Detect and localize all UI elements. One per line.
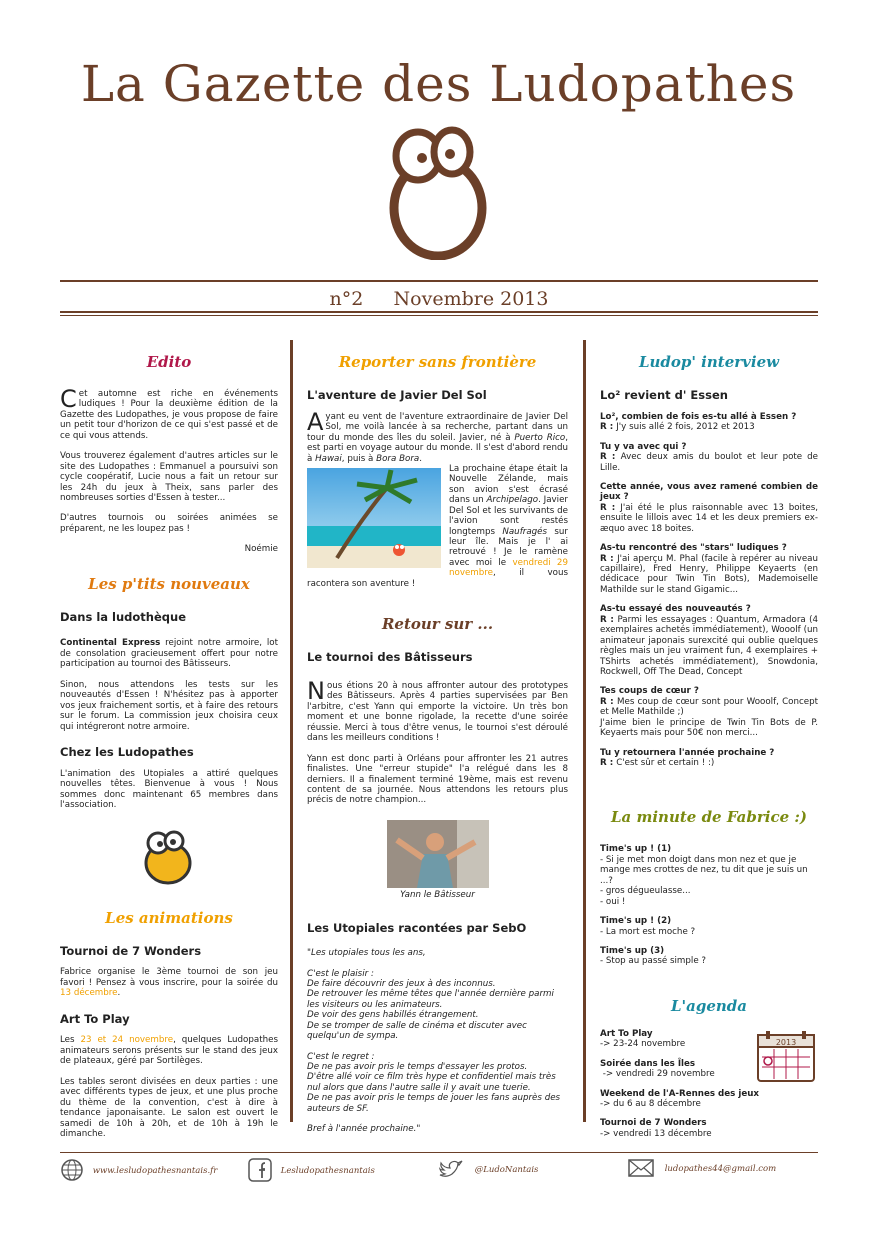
facebook-link[interactable]: Lesludopathesnantais: [280, 1165, 375, 1176]
left-column: [60, 353, 278, 1149]
facebook-icon: [248, 1158, 272, 1182]
footer-twitter[interactable]: [438, 1158, 538, 1180]
agenda-item-date: -> vendredi 29 novembre: [600, 1069, 715, 1080]
agenda-item-date: -> 23-24 novembre: [600, 1039, 686, 1050]
email-address[interactable]: ludopathes44@gmail.com: [664, 1163, 777, 1174]
edito-title: Edito: [146, 353, 192, 371]
middle-column: [307, 353, 568, 1135]
fabrice-item-line: - Stop au passé simple ?: [600, 956, 707, 967]
answer-label: R :: [600, 696, 617, 707]
interview-question: Cette année, vous avez ramené combien de jeux ?: [600, 481, 818, 503]
interview-answer: J'y suis allé 2 fois, 2012 et 2013: [616, 422, 755, 433]
animations-paragraph-3: Les tables seront divisées en deux parties : une avec différents types de jeux, et une plus proche du thème de la convention, c'est à dire à tendance japonaisante. Le salon est ouvert le samedi de 10h à 20h, et de 10h à 19h le dimanche.: [60, 1076, 278, 1139]
interview-title: Ludop' interview: [638, 353, 780, 371]
calendar-year: 2013: [775, 1037, 797, 1047]
answer-label: R :: [600, 553, 618, 564]
retour-paragraph-2: Yann est donc parti à Orléans pour affronter les 21 autres finalistes. Une "erreur stupide" l'a relégué dans les 8 derniers. Il a finalement terminé 19ème, mais est revenu content de sa journée. Nous attendons les retours plus précis de notre champion...: [307, 753, 568, 806]
interview-answer: Avec deux amis du boulot et leur pote de Lille.: [600, 452, 818, 473]
agenda-item-date: -> du 6 au 8 décembre: [600, 1099, 701, 1110]
answer-label: R :: [600, 614, 618, 625]
quote-line: De se tromper de salle de cinéma et discuter avec quelqu'un de sympa.: [307, 1020, 527, 1042]
nouveaux-title: Les p'tits nouveaux: [88, 574, 250, 593]
yann-photo: [387, 820, 489, 888]
reporter-title: Reporter sans frontière: [338, 353, 537, 371]
retour-paragraph-1: Nous étions 20 à nous affronter autour des prototypes des Bâtisseurs. Après 4 parties supervisées par Ben l'arbitre, c'est Yann qui emporte la victoire. Un très bon moment et une bonne rigolade, la recette d'une soirée réussie. Merci à tous d'être venus, le tournoi s'est déroulé dans les meilleurs conditions !: [307, 677, 568, 744]
website-link[interactable]: www.lesludopathesnantais.fr: [92, 1165, 218, 1176]
animations-subtitle-7wonders: Tournoi de 7 Wonders: [60, 943, 202, 958]
fabrice-item: [600, 946, 818, 967]
quote-line: Bref à l'année prochaine.": [307, 1124, 421, 1135]
masthead-title: La Gazette des Ludopathes: [80, 55, 797, 113]
agenda-item-title: Art To Play: [600, 1028, 653, 1039]
agenda-item-date: -> vendredi 13 décembre: [600, 1128, 712, 1139]
footer-email[interactable]: [628, 1158, 776, 1178]
reporter-subtitle: L'aventure de Javier Del Sol: [307, 388, 487, 402]
fabrice-title: La minute de Fabrice :): [611, 808, 807, 827]
interview-qa-item: [600, 748, 818, 769]
animations-paragraph-1: Fabrice organise le 3ème tournoi de son jeu favori ! Pensez à vous inscrire, pour la soirée du 13 décembre.: [60, 967, 278, 999]
mascot-logo-icon: [380, 120, 500, 260]
column-divider-1: [290, 340, 293, 1122]
fabrice-item-title: Time's up ! (1): [600, 844, 672, 855]
footer-rule: [60, 1152, 818, 1153]
twitter-handle[interactable]: @LudoNantais: [474, 1164, 539, 1175]
interview-question: As-tu rencontré des "stars" ludiques ?: [600, 543, 787, 554]
interview-answer: Mes coup de cœur sont pour Wooolf, Concept et Melle Mathilde ;) J'aime bien le principe de Twin Tin Bots de P. Keyaerts mais pour 50€ non merci...: [600, 696, 818, 739]
agenda-item: [600, 1118, 818, 1139]
agenda-item: [600, 1089, 818, 1110]
fabrice-item-title: Time's up ! (2): [600, 916, 672, 927]
agenda-item-title: Weekend de l'A-Rennes des jeux: [600, 1088, 760, 1099]
globe-icon: [60, 1158, 84, 1182]
masthead-rule-bottom-1: [60, 311, 818, 313]
issue-date: Novembre 2013: [393, 288, 549, 310]
agenda-item-title: Soirée dans les Îles: [600, 1058, 696, 1069]
edito-paragraph-2: Vous trouverez également d'autres articles sur le site des Ludopathes : Emmanuel a poursuivi son cycle coopératif, Lucie nous a fait un retour sur les 24h du jeux à Theix, sans parler des nombreuses sorties d'Essen à tester...: [60, 451, 278, 503]
retour-title: Retour sur ...: [381, 615, 494, 634]
nouveaux-paragraph-2: Sinon, nous attendons les tests sur les nouveautés d'Essen ! N'hésitez pas à apporter vos jeux fraichement sortis, et à faire des retours sur le forum. La commission jeux choisira ceux qui intégreront notre armoire.: [60, 679, 278, 732]
fabrice-item-line: - Si je met mon doigt dans mon nez et que je mange mes crottes de nez, tu dit que je suis un ...?: [600, 854, 808, 886]
fabrice-item: [600, 916, 818, 937]
answer-label: R :: [600, 758, 617, 769]
interview-qa-item: [600, 686, 818, 738]
reporter-paragraph-2: La prochaine étape était la Nouvelle Zélande, mais son avion s'est écrasé dans un Archipelago. Javier Del Sol et les survivants de l'avion sont restés longtemps Naufragés sur leur île. Mais je l' ai retrouvé ! Je le ramène avec moi le vendredi 29 novembre, il vous racontera son aventure !: [307, 463, 568, 589]
reporter-paragraph-1: Ayant eu vent de l'aventure extraordinaire de Javier Del Sol, me voilà lancée à sa recherche, partant dans un tour du monde des îles du soleil. Javier, né à Puerto Rico, est parti en voyage autour du monde. Il s'est d'abord rendu à Hawai, puis à Bora Bora.: [307, 407, 568, 464]
agenda-item-title: Tournoi de 7 Wonders: [600, 1118, 707, 1129]
interview-qa-item: [600, 412, 818, 433]
fabrice-item-line: - gros dégueulasse...: [600, 886, 691, 897]
interview-qa-item: [600, 442, 818, 473]
interview-question: Lo², combien de fois es-tu allé à Essen ?: [600, 411, 797, 422]
fabrice-item-line: - oui !: [600, 896, 626, 907]
nouveaux-subtitle-ludopathes: Chez les Ludopathes: [60, 744, 194, 759]
answer-label: R :: [600, 502, 621, 513]
quote-line: C'est le plaisir :: [307, 968, 374, 979]
edito-signature: Noémie: [244, 544, 278, 555]
animations-subtitle-arttoplay: Art To Play: [60, 1011, 130, 1026]
interview-answer: Parmi les essayages : Quantum, Armadora (4 exemplaires achetés immédiatement), Wooolf (un animateur japonais surexcité qui oublie quelques règles mais un jeu vraiment fun, 4 exemplaires + TShirts achetés immédiatement), Snowdonia, Rockwell, Off The Dead, Concept: [600, 614, 819, 677]
quote-line: De ne pas avoir pris le temps d'essayer les protos.: [307, 1062, 528, 1073]
interview-question: Tu y va avec qui ?: [600, 441, 687, 452]
footer-facebook[interactable]: [248, 1158, 375, 1182]
fabrice-item: [600, 844, 818, 907]
masthead-rule-top: [60, 280, 818, 282]
calendar-icon: [756, 1029, 818, 1083]
quote-line: [307, 1042, 568, 1052]
tropical-island-image: [307, 468, 441, 568]
edito-paragraph-1: Cet automne est riche en événements ludiques ! Pour la deuxième édition de la Gazette des Ludopathes, je vous propose de faire un petit tour d'horizon de ce qui s'est passé et de ce qui vous attends.: [60, 385, 278, 441]
animations-paragraph-2: Les 23 et 24 novembre, quelques Ludopathes animateurs serons présents sur le stand des jeux de plateaux, géré par Sortilèges.: [60, 1035, 278, 1067]
quote-line: [307, 1114, 568, 1124]
animations-title: Les animations: [105, 908, 233, 927]
utopiales-quote: [307, 948, 568, 1135]
quote-line: [307, 959, 568, 969]
quote-line: De faire découvrir des jeux à des inconnus.: [307, 978, 496, 989]
quote-line: De retrouver les même têtes que l'année dernière parmi les visiteurs ou les animateurs.: [307, 989, 554, 1010]
retour-subtitle: Le tournoi des Bâtisseurs: [307, 650, 473, 665]
issue-line: [60, 288, 818, 310]
column-divider-2: [583, 340, 586, 1122]
nouveaux-paragraph-1: Continental Express rejoint notre armoire, lot de consolation gracieusement offert pour notre participation au tournoi des Bâtisseurs.: [60, 638, 278, 670]
interview-qa: [600, 412, 818, 769]
interview-answer: J'ai été le plus raisonnable avec 13 boites, ensuite le lillois avec 14 et les deux premiers ex-æquo avec 18 boites.: [600, 502, 819, 534]
interview-qa-item: [600, 482, 818, 534]
right-column: [600, 353, 818, 1148]
masthead-rule-bottom-2: [60, 315, 818, 316]
yellow-mascot-icon: [138, 827, 198, 887]
quote-line: D'être allé voir ce film très hype et confidentiel mais très nul alors que dans l'autre salle il y avait une tuerie.: [307, 1072, 556, 1093]
quote-line: De voir des gens habillés étrangement.: [307, 1010, 479, 1021]
issue-number: n°2: [329, 288, 364, 310]
edito-paragraph-3: D'autres tournois ou soirées animées se préparent, ne les loupez pas !: [60, 513, 278, 534]
interview-qa-item: [600, 604, 818, 677]
yann-photo-caption: Yann le Bâtisseur: [400, 889, 475, 900]
answer-label: R :: [600, 422, 617, 433]
interview-question: Tu y retournera l'année prochaine ?: [600, 747, 775, 758]
nouveaux-subtitle-ludotheque: Dans la ludothèque: [60, 609, 187, 624]
fabrice-items: [600, 844, 818, 966]
interview-question: Tes coups de cœur ?: [600, 686, 699, 697]
nouveaux-paragraph-3: L'animation des Utopiales a attiré quelques nouvelles têtes. Bienvenue à vous ! Nous sommes donc maintenant 65 membres dans l'association.: [60, 768, 278, 811]
twitter-icon: [438, 1158, 464, 1180]
quote-line: "Les utopiales tous les ans,: [307, 948, 426, 959]
fabrice-item-title: Time's up (3): [600, 945, 665, 956]
fabrice-item-line: - La mort est moche ?: [600, 926, 696, 937]
interview-question: As-tu essayé des nouveautés ?: [600, 604, 751, 615]
envelope-icon: [628, 1158, 654, 1178]
interview-answer: C'est sûr et certain ! :): [616, 758, 715, 769]
interview-qa-item: [600, 543, 818, 595]
quote-line: De ne pas avoir pris le temps de jouer les fans auprès des auteurs de SF.: [307, 1093, 561, 1114]
agenda-title: L'agenda: [670, 996, 747, 1015]
answer-label: R :: [600, 452, 621, 463]
quote-line: C'est le regret :: [307, 1051, 375, 1062]
utopiales-subtitle: Les Utopiales racontées par SebO: [307, 921, 527, 936]
interview-answer: J'ai aperçu M. Phal (facile à repérer au niveau capillaire), Fred Henry, Philippe Keyaerts (en dédicace pour Twin Tin Bots), Mademoiselle Mathilde sur le stand Gigamic...: [600, 553, 819, 595]
footer-website[interactable]: [60, 1158, 217, 1182]
interview-subtitle: Lo² revient d' Essen: [600, 388, 728, 402]
